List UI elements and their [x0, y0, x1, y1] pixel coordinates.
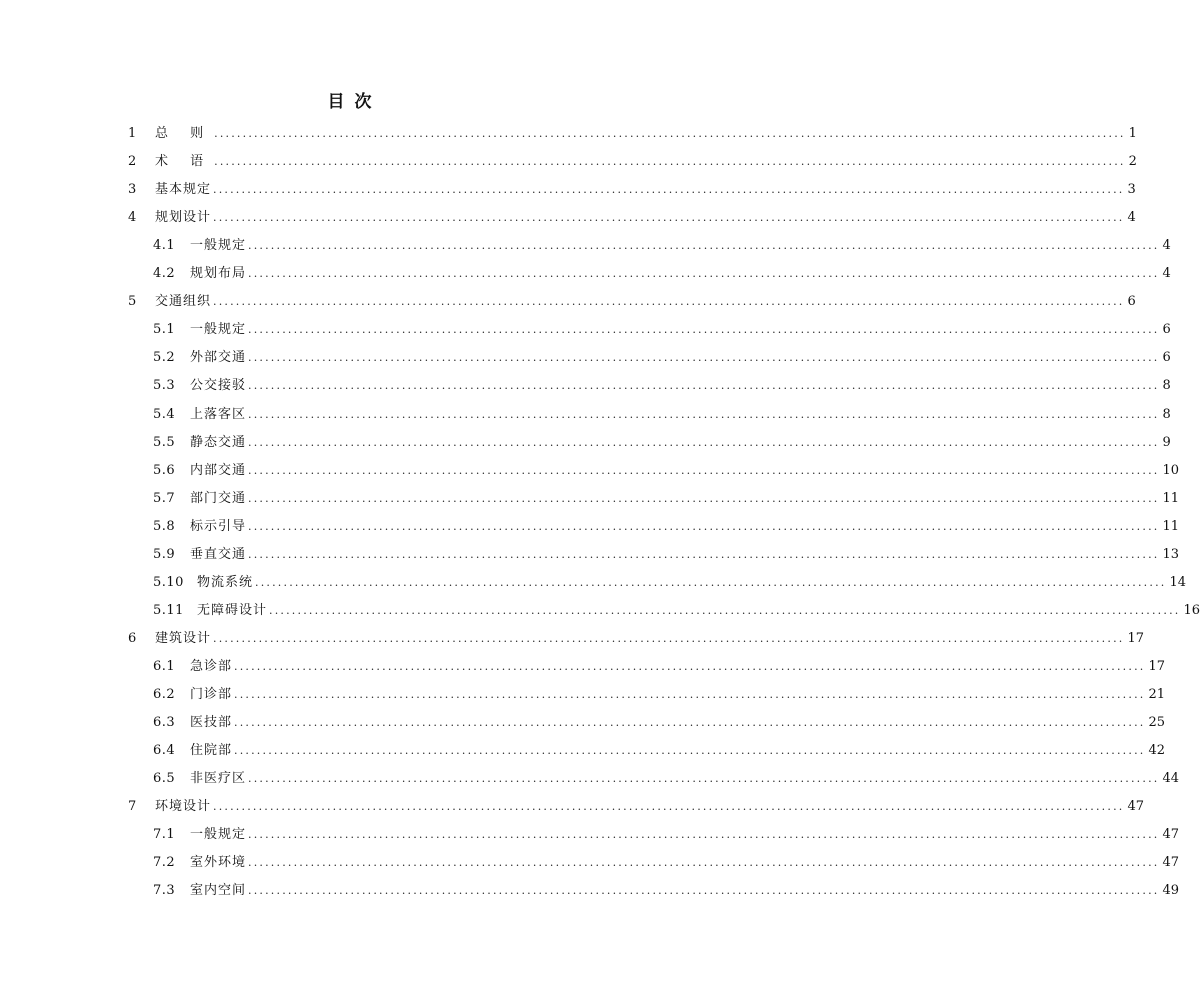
dot-leader: ................................................................................................................................................................ — [248, 435, 1160, 449]
dot-leader: ................................................................................................................................................................ — [234, 659, 1146, 673]
toc-entry-page: 8 — [1162, 378, 1171, 394]
toc-entry[interactable] — [153, 821, 1180, 849]
toc-entry[interactable] — [153, 765, 1180, 793]
toc-entry-label: 一般规定 — [190, 322, 247, 338]
toc-entry-page: 10 — [1162, 462, 1180, 478]
toc-entry-number: 7.1 — [153, 827, 176, 843]
toc-entry[interactable] — [153, 709, 1166, 737]
toc-entry-label: 上落客区 — [190, 406, 247, 422]
toc-entry-label: 住院部 — [190, 743, 233, 759]
toc-entry-label: 术 语 — [155, 154, 213, 170]
toc-entry-page: 4 — [1127, 210, 1136, 226]
toc-entry-number: 5 — [128, 294, 137, 310]
toc-entry-number: 2 — [128, 154, 137, 170]
toc-entry-label: 一般规定 — [190, 827, 247, 843]
dot-leader: ................................................................................................................................................................ — [214, 127, 1126, 140]
dot-leader: ................................................................................................................................................................ — [248, 884, 1160, 898]
toc-entry-number: 5.6 — [153, 462, 176, 478]
toc-entry-number: 5.9 — [153, 546, 176, 562]
toc-entry-number: 5.10 — [153, 574, 184, 590]
toc-entry-number: 4.1 — [153, 238, 176, 254]
toc-entry-page: 42 — [1148, 743, 1166, 759]
dot-leader: ................................................................................................................................................................ — [213, 295, 1125, 309]
toc-entry[interactable] — [153, 429, 1171, 457]
toc-entry-label: 内部交通 — [190, 462, 247, 478]
toc-entry-label: 公交接驳 — [190, 378, 247, 394]
toc-entry-number: 3 — [128, 182, 137, 198]
toc-entry-page: 25 — [1148, 715, 1166, 731]
toc-entry-page: 11 — [1162, 518, 1180, 534]
toc-entry-number: 5.4 — [153, 406, 176, 422]
toc-entry[interactable] — [153, 457, 1180, 485]
toc-entry-label: 环境设计 — [155, 799, 212, 815]
toc-entry-number: 5.2 — [153, 350, 176, 366]
dot-leader: ................................................................................................................................................................ — [248, 856, 1160, 870]
toc-entry[interactable] — [153, 653, 1166, 681]
toc-entry-label: 总 则 — [155, 126, 213, 141]
dot-leader: ................................................................................................................................................................ — [248, 828, 1160, 842]
dot-leader: ................................................................................................................................................................ — [248, 267, 1160, 281]
toc-entry[interactable] — [153, 232, 1171, 260]
toc-entry-page: 44 — [1162, 771, 1180, 787]
toc-entry-label: 室外环境 — [190, 855, 247, 871]
toc-entry[interactable] — [153, 401, 1171, 429]
toc-entry[interactable] — [128, 625, 1145, 653]
dot-leader: ................................................................................................................................................................ — [255, 575, 1167, 589]
toc-entry-number: 6.1 — [153, 658, 176, 674]
toc-entry[interactable] — [153, 541, 1180, 569]
toc-entry-label: 基本规定 — [155, 182, 212, 198]
dot-leader: ................................................................................................................................................................ — [269, 603, 1181, 617]
toc-entry-page: 2 — [1128, 154, 1137, 170]
dot-leader: ................................................................................................................................................................ — [248, 351, 1160, 365]
toc-entry[interactable] — [128, 793, 1145, 821]
toc-entry-number: 5.7 — [153, 490, 176, 506]
toc-entry-label: 医技部 — [190, 715, 233, 731]
toc-entry-page: 47 — [1162, 855, 1180, 871]
toc-entry[interactable] — [153, 260, 1171, 288]
toc-entry[interactable] — [153, 485, 1180, 513]
dot-leader: ................................................................................................................................................................ — [248, 239, 1160, 253]
toc-entry[interactable] — [153, 316, 1171, 344]
dot-leader: ................................................................................................................................................................ — [213, 183, 1125, 197]
dot-leader: ................................................................................................................................................................ — [248, 491, 1160, 505]
toc-entry-label: 垂直交通 — [190, 546, 247, 562]
toc-entry[interactable] — [128, 204, 1136, 232]
toc-entry-number: 4 — [128, 210, 137, 226]
dot-leader: ................................................................................................................................................................ — [214, 155, 1126, 169]
toc-entry[interactable] — [128, 288, 1136, 316]
toc-entry-page: 8 — [1162, 406, 1171, 422]
toc-entry-label: 急诊部 — [190, 658, 233, 674]
toc-entry-page: 6 — [1127, 294, 1136, 310]
toc-entry-page: 1 — [1128, 126, 1137, 141]
toc-entry-label: 交通组织 — [155, 294, 212, 310]
toc-entry-number: 6 — [128, 630, 137, 646]
dot-leader: ................................................................................................................................................................ — [248, 519, 1160, 533]
toc-entry[interactable] — [153, 877, 1180, 905]
dot-leader: ................................................................................................................................................................ — [234, 716, 1146, 730]
toc-entry-page: 16 — [1183, 602, 1200, 618]
toc-entry-page: 4 — [1162, 266, 1171, 282]
toc-entry-number: 6.3 — [153, 715, 176, 731]
dot-leader: ................................................................................................................................................................ — [248, 407, 1160, 421]
toc-entry-label: 物流系统 — [197, 574, 254, 590]
toc-entry[interactable] — [153, 569, 1187, 597]
toc-entry[interactable] — [128, 176, 1136, 204]
toc-entry-number: 5.5 — [153, 434, 176, 450]
toc-entry[interactable] — [153, 344, 1171, 372]
dot-leader: ................................................................................................................................................................ — [234, 744, 1146, 758]
dot-leader: ................................................................................................................................................................ — [248, 323, 1160, 337]
toc-entry-page: 9 — [1162, 434, 1171, 450]
toc-entry-number: 7 — [128, 799, 137, 815]
toc-entry-label: 建筑设计 — [155, 630, 212, 646]
toc-entry-page: 49 — [1162, 883, 1180, 899]
dot-leader: ................................................................................................................................................................ — [248, 772, 1160, 786]
toc-entry-label: 标示引导 — [190, 518, 247, 534]
toc-entry-number: 7.3 — [153, 883, 176, 899]
toc-entry-number: 1 — [128, 126, 137, 141]
toc-entry[interactable] — [153, 513, 1180, 541]
toc-entry-page: 11 — [1162, 490, 1180, 506]
toc-entry-number: 6.4 — [153, 743, 176, 759]
dot-leader: ................................................................................................................................................................ — [248, 463, 1160, 477]
toc-entry-page: 4 — [1162, 238, 1171, 254]
dot-leader: ................................................................................................................................................................ — [248, 547, 1160, 561]
toc-entry-page: 17 — [1127, 630, 1145, 646]
dot-leader: ................................................................................................................................................................ — [213, 800, 1125, 814]
toc-entry[interactable] — [153, 597, 1200, 625]
toc-entry[interactable] — [153, 737, 1166, 765]
toc-entry-label: 门诊部 — [190, 687, 233, 702]
toc-entry-label: 无障碍设计 — [197, 602, 268, 618]
dot-leader: ................................................................................................................................................................ — [213, 211, 1125, 225]
toc-entry-label: 静态交通 — [190, 434, 247, 450]
toc-entry-number: 6.5 — [153, 771, 176, 787]
toc-entry-label: 一般规定 — [190, 238, 247, 254]
dot-leader: ................................................................................................................................................................ — [248, 379, 1160, 393]
toc-entry[interactable] — [153, 372, 1171, 400]
toc-entry[interactable] — [153, 681, 1166, 709]
toc-entry-number: 6.2 — [153, 687, 176, 702]
toc-entry-page: 14 — [1169, 574, 1187, 590]
toc-entry[interactable] — [153, 849, 1180, 877]
toc-entry-page: 17 — [1148, 658, 1166, 674]
toc-entry-number: 5.3 — [153, 378, 176, 394]
dot-leader: ................................................................................................................................................................ — [213, 631, 1125, 645]
toc-entry-page: 47 — [1127, 799, 1145, 815]
toc-entry-number: 5.1 — [153, 322, 176, 338]
toc-entry-label: 规划布局 — [190, 266, 247, 282]
toc-entry-page: 6 — [1162, 350, 1171, 366]
toc-entry-page: 6 — [1162, 322, 1171, 338]
toc-entry[interactable] — [128, 148, 1137, 176]
dot-leader: ................................................................................................................................................................ — [234, 688, 1146, 701]
toc-entry-label: 部门交通 — [190, 490, 247, 506]
toc-entry-number: 5.11 — [153, 602, 184, 618]
toc-entry-number: 5.8 — [153, 518, 176, 534]
toc-entry-page: 13 — [1162, 546, 1180, 562]
toc-entry[interactable] — [128, 120, 1137, 148]
toc-entry-label: 规划设计 — [155, 210, 212, 226]
toc-entry-label: 室内空间 — [190, 883, 247, 899]
page-title: 目 次 — [327, 92, 374, 112]
toc-entry-page: 47 — [1162, 827, 1180, 843]
toc-entry-number: 7.2 — [153, 855, 176, 871]
toc-entry-number: 4.2 — [153, 266, 176, 282]
toc-entry-label: 非医疗区 — [190, 771, 247, 787]
toc-entry-page: 21 — [1148, 687, 1166, 702]
toc-entry-label: 外部交通 — [190, 350, 247, 366]
toc-entry-page: 3 — [1127, 182, 1136, 198]
